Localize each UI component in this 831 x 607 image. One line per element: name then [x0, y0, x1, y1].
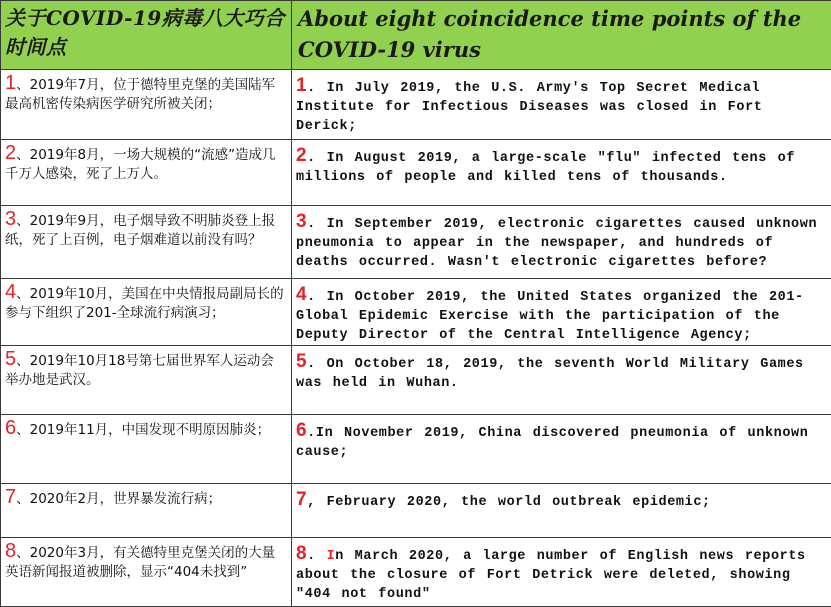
row-number: 5 [296, 351, 307, 372]
header-row [1, 1, 831, 70]
cell-zh [1, 140, 292, 206]
header-cell-zh [1, 1, 292, 70]
row-number: 2 [296, 145, 307, 166]
cell-en: 5. On October 18, 2019, the seventh World Military Games was held in Wuhan. [292, 346, 831, 415]
row-text-zh: 、2019年8月，一场大规模的“流感”造成几千万人感染，死了上万人。 [5, 147, 276, 182]
row-text-en: In July 2019, the U.S. Army's Top Secret Medical Institute for Infectious Diseases was closed in Fort Derick; [296, 81, 762, 134]
table-row [1, 279, 831, 346]
row-number: 4 [5, 281, 16, 303]
header-title-zh: 关于COVID-19病毒八大巧合时间点 [1, 1, 291, 62]
cell-en: 2. In August 2019, a large-scale "flu" infected tens of millions of people and killed tens of thousands. [292, 140, 831, 206]
header-title-en: About eight coincidence time points of the COVID-19 virus [292, 1, 831, 65]
row-number: 2 [5, 142, 16, 164]
row-number: 8 [5, 540, 16, 562]
row-text-en: In October 2019, the United States organized the 201-Global Epidemic Exercise with the participation of the Deputy Director of the Central Intelligence Agency; [296, 290, 804, 343]
row-number: 7 [296, 489, 307, 510]
row-number: 8 [296, 543, 307, 564]
cell-zh [1, 484, 292, 538]
row-text-zh: 、2019年10月，美国在中央情报局副局长的参与下组织了201-全球流行病演习； [5, 286, 284, 321]
cell-zh [1, 346, 292, 415]
cell-en: 3. In September 2019, electronic cigarettes caused unknown pneumonia to appear in the newspaper, and hundreds of deaths occurred. Wasn't electronic cigarettes before? [292, 206, 831, 279]
row-number: 6 [296, 420, 307, 441]
table-row [1, 415, 831, 484]
row-text-zh: 、2020年3月，有关德特里克堡关闭的大量英语新闻报道被删除，显示“404未找到” [5, 545, 275, 580]
table-row [1, 70, 831, 140]
row-text-en: February 2020, the world outbreak epidemic; [327, 495, 711, 510]
header-cell-en [292, 1, 831, 70]
cell-zh [1, 279, 292, 346]
row-text-zh: 、2020年2月，世界暴发流行病； [16, 491, 221, 507]
cell-en: 4. In October 2019, the United States organized the 201-Global Epidemic Exercise with the participation of the Deputy Director of the Central Intelligence Agency; [292, 279, 831, 346]
row-text-zh: 、2019年10月18号第七届世界军人运动会举办地是武汉。 [5, 353, 274, 388]
cell-zh [1, 415, 292, 484]
cell-en: 1. In July 2019, the U.S. Army's Top Secret Medical Institute for Infectious Diseases was closed in Fort Derick; [292, 70, 831, 140]
row-text-en: On October 18, 2019, the seventh World Military Games was held in Wuhan. [296, 357, 804, 391]
row-text-en: In August 2019, a large-scale "flu" infected tens of millions of people and killed tens of thousands. [296, 151, 795, 185]
cell-en: 7, February 2020, the world outbreak epidemic; [292, 484, 831, 538]
row-first-letter: I [327, 549, 336, 564]
row-number: 5 [5, 348, 16, 370]
table-row [1, 346, 831, 415]
table-row [1, 484, 831, 538]
table-row [1, 206, 831, 279]
cell-zh [1, 70, 292, 140]
row-number: 3 [296, 211, 307, 232]
cell-zh [1, 538, 292, 607]
table-row [1, 140, 831, 206]
row-number: 3 [5, 208, 16, 230]
row-number: 6 [5, 417, 16, 439]
row-text-en: n March 2020, a large number of English news reports about the closure of Fort Detrick were deleted, showing "404 not found" [296, 549, 806, 602]
cell-en: 6.In November 2019, China discovered pneumonia of unknown cause; [292, 415, 831, 484]
table-row [1, 538, 831, 607]
row-number: 7 [5, 486, 16, 508]
row-text-en: In November 2019, China discovered pneumonia of unknown cause; [296, 426, 808, 460]
row-text-zh: 、2019年7月，位于德特里克堡的美国陆军最高机密传染病医学研究所被关闭； [5, 77, 275, 112]
row-text-zh: 、2019年11月，中国发现不明原因肺炎； [16, 422, 270, 438]
row-text-en: In September 2019, electronic cigarettes caused unknown pneumonia to appear in the newspaper, and hundreds of deaths occurred. Wasn't electronic cigarettes before? [296, 217, 817, 270]
row-number: 4 [296, 284, 307, 305]
row-text-zh: 、2019年9月，电子烟导致不明肺炎登上报纸，死了上百例，电子烟难道以前没有吗？ [5, 213, 275, 248]
cell-en: 8. In March 2020, a large number of English news reports about the closure of Fort Detrick were deleted, showing "404 not found" [292, 538, 831, 607]
row-number: 1 [5, 72, 16, 94]
row-number: 1 [296, 75, 307, 96]
cell-zh [1, 206, 292, 279]
